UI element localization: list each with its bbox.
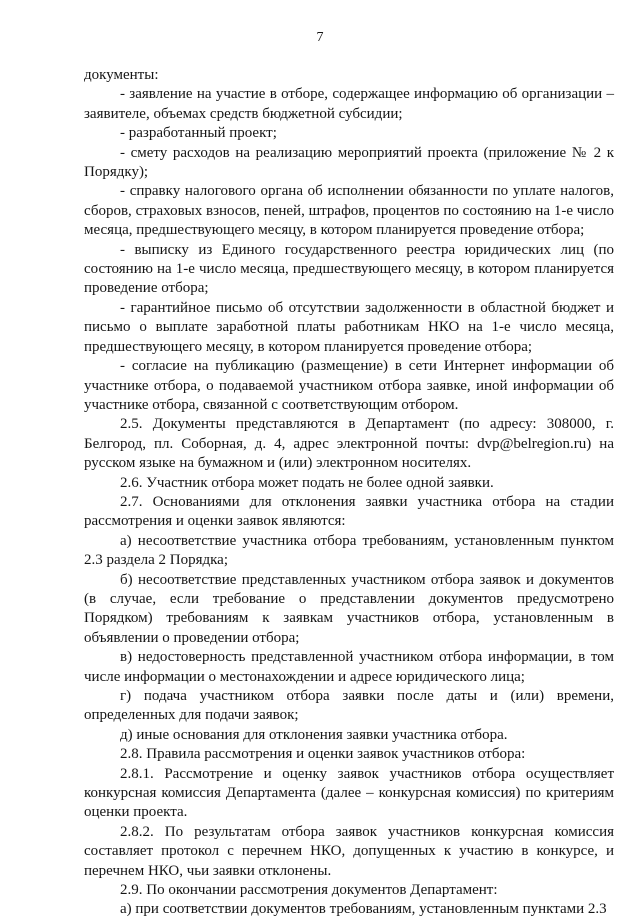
paragraph: документы: <box>84 67 159 83</box>
paragraph: 2.8.1. Рассмотрение и оценку заявок участников отбора осуществляет конкурсная комиссия Департамента (далее – конкурсная комиссия) по критериям оценки проекта. <box>84 765 614 821</box>
paragraph: - согласие на публикацию (размещение) в сети Интернет информации об участнике отбора, о подаваемой участником отбора заявке, иной информации об участнике отбора, связанной с соответствующим отбором. <box>84 358 614 413</box>
paragraph: г) подача участником отбора заявки после даты и (или) времени, определенных для подачи заявок; <box>84 688 614 724</box>
paragraph: а) при соответствии документов требованиям, установленным пунктами 2.3 <box>120 901 607 918</box>
paragraph: б) несоответствие представленных участником отбора заявок и документов (в случае, если требование о представлении документов предусмотрено Порядком) требованиям к заявкам участников отбора, установленным в объявлении о проведении отбора; <box>84 571 614 646</box>
paragraph: - справку налогового органа об исполнении обязанности по уплате налогов, сборов, страховых взносов, пеней, штрафов, процентов по состоянию на 1-е число месяца, предшествующего месяцу, в котором планируется проведение отбора; <box>84 183 614 239</box>
paragraph: 2.7. Основаниями для отклонения заявки участника отбора на стадии рассмотрения и оценки заявок являются: <box>84 493 614 530</box>
paragraph: - заявление на участие в отборе, содержащее информацию об организации – заявителе, объемах средств бюджетной субсидии; <box>84 86 614 122</box>
paragraph: в) недостоверность представленной участником отбора информации, в том числе информации о местонахождении и адресе юридического лица; <box>84 649 614 685</box>
paragraph: д) иные основания для отклонения заявки участника отбора. <box>120 726 508 743</box>
paragraph: 2.8. Правила рассмотрения и оценки заявок участников отбора: <box>120 746 526 763</box>
paragraph: 2.9. По окончании рассмотрения документов Департамент: <box>120 882 498 899</box>
paragraph: 2.8.2. По результатам отбора заявок участников конкурсная комиссия составляет протокол с перечнем НКО, допущенных к участию в конкурсе, и перечнем НКО, чьи заявки отклонены. <box>84 823 614 879</box>
paragraph: - выписку из Единого государственного реестра юридических лиц (по состоянию на 1-е число месяца, предшествующего месяцу, в котором планируется проведение отбора; <box>84 241 614 297</box>
paragraph: - смету расходов на реализацию мероприятий проекта (приложение № 2 к Порядку); <box>84 144 614 181</box>
paragraph: - гарантийное письмо об отсутствии задолженности в областной бюджет и письмо о выплате заработной платы работникам НКО на 1-е число месяца, предшествующего месяцу, в котором планируется проведение отбора; <box>84 299 614 355</box>
paragraph: - разработанный проект; <box>120 125 277 142</box>
paragraph: 2.6. Участник отбора может подать не более одной заявки. <box>120 474 494 491</box>
page-number: 7 <box>316 30 324 45</box>
paragraph: 2.5. Документы представляются в Департамент (по адресу: 308000, г. Белгород, пл. Соборная, д. 4, адрес электронной почты: dvp@belregion.ru) на русском языке на бумажном и (или) электронном носителях. <box>84 416 614 472</box>
paragraph: а) несоответствие участника отбора требованиям, установленным пунктом 2.3 раздела 2 Порядка; <box>84 532 614 569</box>
document-body <box>84 66 614 920</box>
